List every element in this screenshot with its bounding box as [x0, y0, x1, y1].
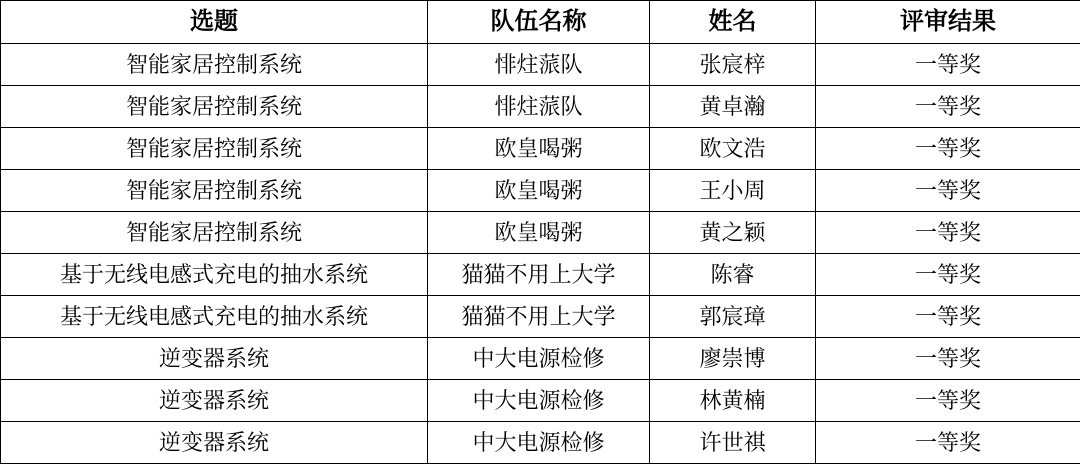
cell-team-name: 欧皇喝粥 [428, 128, 650, 170]
cell-member-name: 陈睿 [650, 254, 816, 296]
table-row [1, 422, 1080, 464]
cell-topic: 智能家居控制系统 [1, 128, 428, 170]
cell-member-name: 廖崇博 [650, 338, 816, 380]
cell-review-result: 一等奖 [816, 254, 1080, 296]
cell-team-name: 悱炷蒎队 [428, 86, 650, 128]
cell-member-name: 欧文浩 [650, 128, 816, 170]
cell-member-name: 王小周 [650, 170, 816, 212]
table-row [1, 380, 1080, 422]
cell-team-name: 中大电源检修 [428, 338, 650, 380]
cell-review-result: 一等奖 [816, 44, 1080, 86]
table-row [1, 254, 1080, 296]
cell-topic: 逆变器系统 [1, 338, 428, 380]
cell-topic: 逆变器系统 [1, 380, 428, 422]
cell-team-name: 欧皇喝粥 [428, 170, 650, 212]
cell-topic: 智能家居控制系统 [1, 212, 428, 254]
cell-topic: 基于无线电感式充电的抽水系统 [1, 296, 428, 338]
cell-member-name: 郭宸璋 [650, 296, 816, 338]
column-header-topic: 选题 [1, 1, 428, 44]
column-header-review-result: 评审结果 [816, 1, 1080, 44]
cell-team-name: 中大电源检修 [428, 422, 650, 464]
cell-review-result: 一等奖 [816, 296, 1080, 338]
cell-team-name: 中大电源检修 [428, 380, 650, 422]
cell-review-result: 一等奖 [816, 170, 1080, 212]
cell-topic: 逆变器系统 [1, 422, 428, 464]
cell-topic: 基于无线电感式充电的抽水系统 [1, 254, 428, 296]
column-header-member-name: 姓名 [650, 1, 816, 44]
table-row [1, 86, 1080, 128]
table-row [1, 212, 1080, 254]
cell-member-name: 林黄楠 [650, 380, 816, 422]
cell-review-result: 一等奖 [816, 86, 1080, 128]
cell-topic: 智能家居控制系统 [1, 86, 428, 128]
cell-team-name: 悱炷蒎队 [428, 44, 650, 86]
column-header-team-name: 队伍名称 [428, 1, 650, 44]
cell-member-name: 张宸梓 [650, 44, 816, 86]
table-header [1, 1, 1080, 44]
table-row [1, 128, 1080, 170]
cell-review-result: 一等奖 [816, 128, 1080, 170]
cell-topic: 智能家居控制系统 [1, 44, 428, 86]
cell-team-name: 猫猫不用上大学 [428, 296, 650, 338]
cell-review-result: 一等奖 [816, 338, 1080, 380]
cell-member-name: 许世祺 [650, 422, 816, 464]
cell-team-name: 猫猫不用上大学 [428, 254, 650, 296]
cell-topic: 智能家居控制系统 [1, 170, 428, 212]
table-row [1, 170, 1080, 212]
cell-review-result: 一等奖 [816, 380, 1080, 422]
table-row [1, 296, 1080, 338]
table-body [1, 44, 1080, 464]
header-row [1, 1, 1080, 44]
table-row [1, 44, 1080, 86]
cell-review-result: 一等奖 [816, 212, 1080, 254]
cell-review-result: 一等奖 [816, 422, 1080, 464]
cell-team-name: 欧皇喝粥 [428, 212, 650, 254]
cell-member-name: 黄卓瀚 [650, 86, 816, 128]
cell-member-name: 黄之颖 [650, 212, 816, 254]
table-row [1, 338, 1080, 380]
